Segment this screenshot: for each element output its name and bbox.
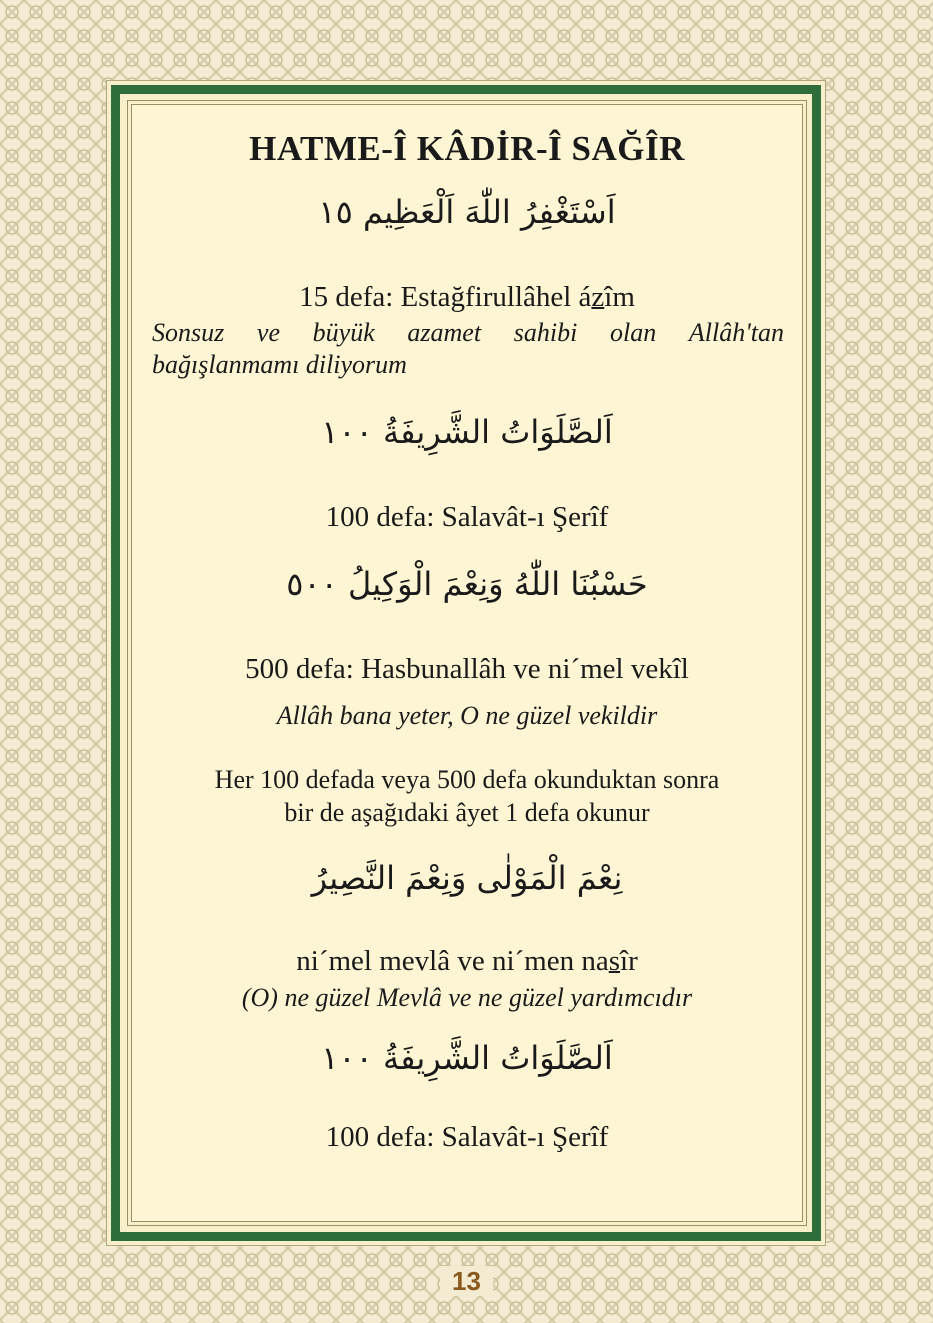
arabic-nimel-mevla: نِعْمَ الْمَوْلٰى وَنِعْمَ النَّصِيرُ (311, 859, 623, 897)
page-number-value: 13 (440, 1266, 493, 1296)
nimel-mevla-transliteration (132, 945, 802, 978)
arabic-salavat-2: اَلصَّلَوَاتُ الشَّرِيفَةُ ١٠٠ (321, 1039, 613, 1077)
hasbunallah-meaning: Allâh bana yeter, O ne güzel vekildir (276, 701, 658, 730)
nimel-text-underlined: s (608, 945, 621, 977)
istighfar-meaning-line-1 (152, 317, 784, 349)
arabic-salavat-1: اَلصَّلَوَاتُ الشَّرِيفَةُ ١٠٠ (321, 413, 613, 451)
nimel-text-pre: ni´mel mevlâ ve ni´men na (296, 945, 609, 977)
meaning-word: Sonsuz (152, 318, 225, 347)
arabic-istighfar: اَسْتَغْفِرُ اللّٰهَ اَلْعَظِيم ١٥ (318, 193, 616, 231)
istighfar-meaning-line-2: bağışlanmamı diliyorum (152, 350, 407, 379)
salavat-transliteration-1: 100 defa: Salavât-ı Şerîf (325, 501, 609, 533)
meaning-word: ve (256, 318, 280, 347)
hasbunallah-transliteration: 500 defa: Hasbunallâh ve ni´mel vekîl (245, 653, 689, 685)
instruction-line-2: bir de aşağıdaki âyet 1 defa okunur (284, 798, 650, 827)
page-number (0, 1266, 933, 1297)
meaning-word: olan (609, 318, 657, 347)
meaning-word: büyük (312, 318, 375, 347)
arabic-hasbunallah: حَسْبُنَا اللّٰهُ وَنِعْمَ الْوَكِيلُ ٥٠٠ (286, 565, 648, 603)
meaning-word: azamet (407, 318, 482, 347)
instruction-text (132, 763, 802, 829)
istighfar-text-underlined: z (591, 281, 605, 313)
meaning-word: Allâh'tan (688, 318, 784, 347)
salavat-transliteration-2: 100 defa: Salavât-ı Şerîf (325, 1121, 609, 1153)
meaning-word: sahibi (513, 318, 578, 347)
instruction-line-1: Her 100 defada veya 500 defa okunduktan sonra (214, 765, 720, 794)
content-panel (131, 104, 803, 1222)
nimel-mevla-meaning: (O) ne güzel Mevlâ ve ne güzel yardımcıdır (241, 983, 693, 1012)
nimel-text-post: îr (620, 945, 638, 977)
istighfar-text-post: îm (604, 281, 635, 313)
istighfar-transliteration (132, 281, 802, 314)
istighfar-text-pre: 15 defa: Estağfirullâhel á (299, 281, 592, 313)
page-title: HATME-Î KÂDİR-Î SAĞÎR (249, 129, 685, 168)
istighfar-meaning (152, 317, 784, 381)
